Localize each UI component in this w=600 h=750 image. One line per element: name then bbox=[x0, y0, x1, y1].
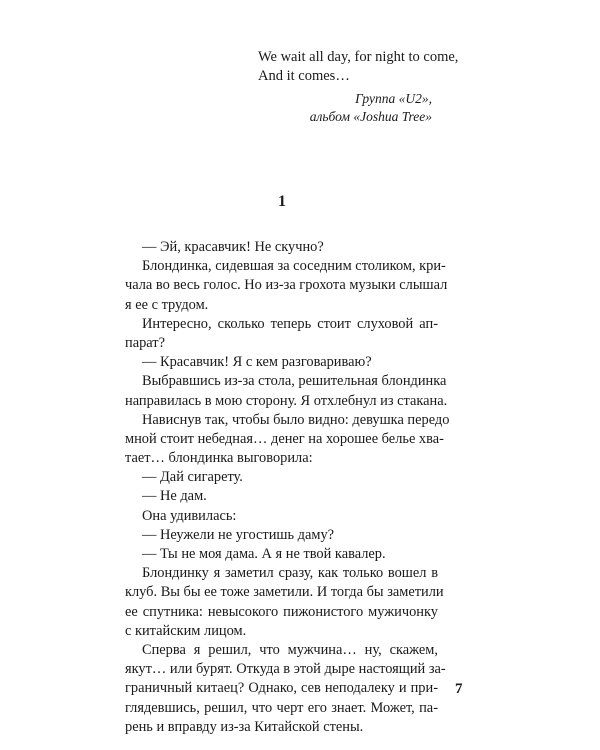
text-line: Выбравшись из-за стола, решительная блондинка bbox=[142, 373, 447, 390]
text-line: рень и вправду из-за Китайской стены. bbox=[125, 718, 364, 735]
text-line: якут… или бурят. Откуда в этой дыре настоящий за- bbox=[125, 661, 446, 678]
text-line: Блондинку я заметил сразу, как только вошел в bbox=[142, 565, 438, 582]
text-line: я ее с трудом. bbox=[125, 296, 209, 313]
epigraph bbox=[258, 48, 459, 86]
text-line: парат? bbox=[125, 334, 165, 351]
text-line: чала во весь голос. Но из-за грохота музыки слышал bbox=[125, 277, 448, 294]
text-line: мной стоит небедная… денег на хорошее белье хва- bbox=[125, 430, 444, 447]
attribution-line: Группа «U2», bbox=[355, 91, 432, 106]
text-line: ее спутника: невысокого пижонистого мужичонку bbox=[125, 603, 438, 620]
text-line: Интересно, сколько теперь стоит слуховой ап- bbox=[142, 315, 438, 332]
epigraph-line: We wait all day, for night to come, bbox=[258, 49, 459, 65]
text-line: с китайским лицом. bbox=[125, 622, 247, 639]
epigraph-line: And it comes… bbox=[258, 68, 350, 84]
text-line: граничный китаец? Однако, сев неподалеку и при- bbox=[125, 680, 438, 697]
chapter-number: 1 bbox=[278, 193, 286, 210]
text-line: Сперва я решил, что мужчина… ну, скажем, bbox=[142, 641, 438, 658]
epigraph-attribution bbox=[310, 90, 432, 126]
text-line: Нависнув так, чтобы было видно: девушка передо bbox=[142, 411, 450, 428]
text-line: Она удивилась: bbox=[142, 507, 237, 524]
text-line: Блондинка, сидевшая за соседним столиком, кри- bbox=[142, 258, 446, 275]
body-text bbox=[125, 238, 450, 737]
text-line: — Красавчик! Я с кем разговариваю? bbox=[142, 354, 372, 371]
text-line: направилась в мою сторону. Я отхлебнул из стакана. bbox=[125, 392, 448, 409]
text-line: — Не дам. bbox=[142, 488, 207, 505]
text-line: тает… блондинка выговорила: bbox=[125, 450, 313, 467]
page-number: 7 bbox=[455, 681, 463, 697]
attribution-line: альбом «Joshua Tree» bbox=[309, 109, 432, 124]
text-line: — Ты не моя дама. А я не твой кавалер. bbox=[142, 546, 386, 562]
text-line: — Эй, красавчик! Не скучно? bbox=[142, 239, 324, 255]
text-line: глядевшись, решил, что черт его знает. Может, па- bbox=[125, 699, 438, 716]
text-line: клуб. Вы бы ее тоже заметили. И тогда бы заметили bbox=[125, 584, 444, 601]
text-line: — Неужели не угостишь даму? bbox=[142, 526, 335, 543]
text-line: — Дай сигарету. bbox=[142, 469, 243, 486]
